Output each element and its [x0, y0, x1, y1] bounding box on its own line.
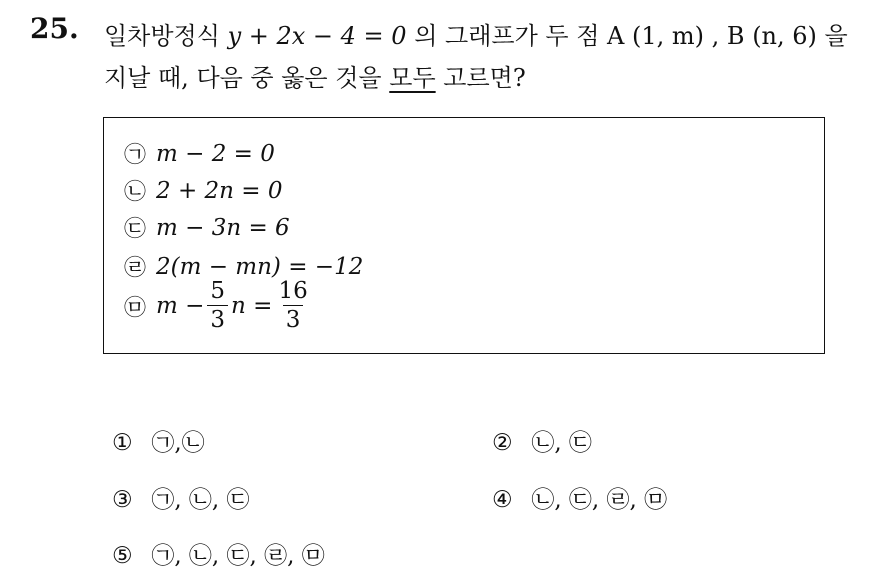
option-text: ㉠, ㉡, ㉢ — [151, 487, 250, 513]
condition-expr: 2(m − mn) = −12 — [156, 253, 364, 280]
option-text: ㉡, ㉢, ㉣, ㉤ — [531, 487, 668, 513]
condition-4 — [124, 251, 363, 282]
fraction-denominator: 3 — [283, 305, 304, 332]
stem-text-end: 을 — [824, 22, 848, 50]
option-text: ㉠,㉡ — [151, 430, 205, 456]
option-number: ④ — [492, 487, 513, 513]
condition-expr: m − 3n = 6 — [156, 214, 290, 241]
question-stem-line1: 일차방정식 y + 2x − 4 = 0 의 그래프가 두 점 A (1, m) , B (n, 6) 을 — [104, 22, 848, 50]
question-stem-line2 — [104, 58, 526, 93]
fraction-denominator: 3 — [207, 305, 228, 332]
point-a: A (1, m) — [607, 22, 705, 50]
fraction-numerator: 5 — [210, 278, 226, 304]
condition-1 — [124, 138, 275, 169]
option-number: ③ — [112, 487, 133, 513]
condition-marker: ㉣ — [124, 256, 147, 281]
condition-3 — [124, 212, 290, 243]
stem-text: 일차방정식 — [104, 22, 220, 50]
answer-option-4[interactable] — [492, 481, 667, 514]
condition-expr: 2 + 2n = 0 — [156, 177, 283, 204]
answer-option-2[interactable] — [492, 424, 592, 457]
fraction-numerator: 16 — [278, 278, 308, 304]
condition-marker: ㉤ — [124, 295, 147, 321]
stem-text-mid: 의 그래프가 두 점 — [414, 22, 600, 50]
fraction-sixteen-thirds — [275, 280, 310, 332]
fraction-five-thirds — [207, 280, 228, 332]
condition-5 — [124, 280, 314, 332]
condition-2 — [124, 175, 283, 206]
condition-expr-prefix: m − — [156, 293, 205, 319]
option-number: ② — [492, 430, 513, 456]
answer-option-1[interactable] — [112, 424, 205, 457]
condition-marker: ㉠ — [124, 143, 147, 168]
answer-option-3[interactable] — [112, 481, 250, 514]
condition-marker: ㉡ — [124, 180, 147, 205]
option-text: ㉡, ㉢ — [531, 430, 592, 456]
condition-expr-mid: n = — [231, 293, 273, 319]
stem-equation: y + 2x − 4 = 0 — [227, 22, 407, 50]
conditions-box — [103, 117, 825, 354]
answer-option-5[interactable] — [112, 537, 325, 570]
condition-marker: ㉢ — [124, 217, 147, 242]
point-b: B (n, 6) — [726, 22, 817, 50]
option-text: ㉠, ㉡, ㉢, ㉣, ㉤ — [151, 543, 325, 569]
condition-expr: m − 2 = 0 — [156, 140, 275, 167]
option-number: ① — [112, 430, 133, 456]
question-number: 25. — [30, 12, 79, 45]
stem-text-pre: 지날 때, 다음 중 옳은 것을 — [104, 64, 382, 92]
option-number: ⑤ — [112, 543, 133, 569]
underlined-all: 모두 — [389, 64, 436, 92]
stem-text-post: 고르면? — [443, 64, 526, 92]
